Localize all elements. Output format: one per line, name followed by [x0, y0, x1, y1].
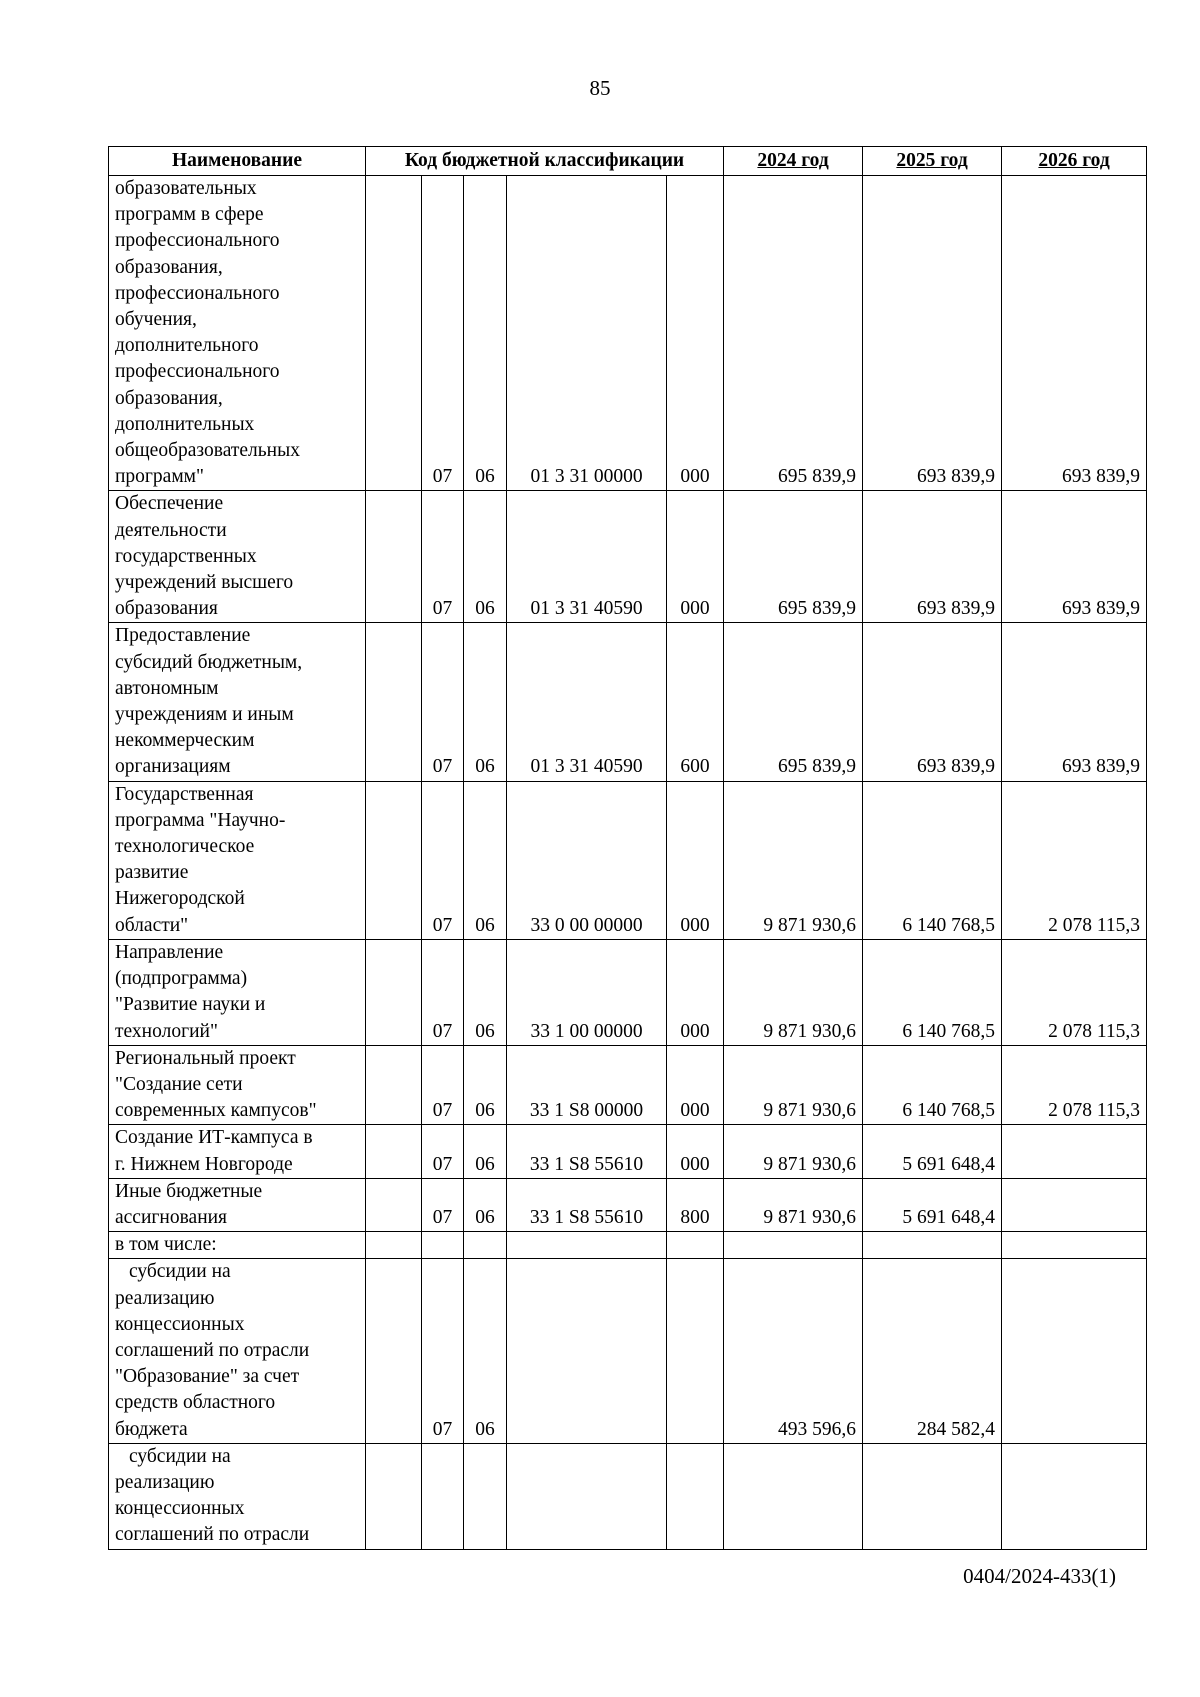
row-name-line: соглашений по отрасли: [115, 1524, 310, 1546]
code-expense-type: 600: [667, 623, 724, 781]
row-name-line: профессионального: [115, 230, 280, 252]
row-name-line: в том числе:: [115, 1234, 217, 1256]
row-name-line: учреждений высшего: [115, 572, 294, 594]
row-name-line: соглашений по отрасли: [115, 1339, 310, 1361]
table-row: [109, 491, 1147, 623]
amount-2025: 693 839,9: [863, 491, 1002, 623]
row-name-line: автономным: [115, 677, 219, 699]
amount-2026: [1002, 1259, 1147, 1443]
code-section: [422, 1232, 464, 1259]
code-target-article: 33 1 S8 00000: [507, 1045, 667, 1125]
code-subsection: 06: [464, 491, 507, 623]
row-name: [109, 1178, 366, 1231]
row-name-line: субсидий бюджетным,: [115, 651, 303, 673]
amount-2024: 695 839,9: [724, 623, 863, 781]
amount-2026: [1002, 1178, 1147, 1231]
header-code: Код бюджетной классификации: [366, 147, 724, 176]
code-target-article: 33 1 S8 55610: [507, 1178, 667, 1231]
table-row: [109, 1178, 1147, 1231]
code-target-article: [507, 1232, 667, 1259]
row-name-line: субсидии на: [129, 1261, 231, 1283]
code-empty: [366, 1259, 422, 1443]
amount-2026: 693 839,9: [1002, 491, 1147, 623]
code-target-article: 33 1 00 00000: [507, 939, 667, 1045]
amount-2024: 695 839,9: [724, 176, 863, 491]
code-target-article: 01 3 31 40590: [507, 623, 667, 781]
row-name: [109, 176, 366, 491]
code-section: 07: [422, 939, 464, 1045]
amount-2024: 9 871 930,6: [724, 1045, 863, 1125]
amount-2025: 6 140 768,5: [863, 781, 1002, 939]
row-name-line: Региональный проект: [115, 1047, 296, 1069]
row-name: [109, 1125, 366, 1178]
row-name-line: "Развитие науки и: [115, 994, 266, 1016]
row-name-line: программ": [115, 466, 204, 488]
code-subsection: 06: [464, 781, 507, 939]
code-expense-type: [667, 1259, 724, 1443]
row-name-line: области": [115, 914, 189, 936]
header-2026: 2026 год: [1002, 147, 1147, 176]
code-empty: [366, 1178, 422, 1231]
row-name: [109, 1443, 366, 1549]
header-name: Наименование: [109, 147, 366, 176]
table-row: [109, 1443, 1147, 1549]
row-name-line: развитие: [115, 862, 189, 884]
amount-2026: 2 078 115,3: [1002, 939, 1147, 1045]
code-empty: [366, 491, 422, 623]
row-name-line: Предоставление: [115, 625, 251, 647]
row-name-line: обучения,: [115, 309, 197, 331]
row-name-line: образования: [115, 598, 218, 620]
row-name-line: современных кампусов": [115, 1100, 317, 1122]
row-name-line: Направление: [115, 941, 224, 963]
table-row: [109, 623, 1147, 781]
code-expense-type: [667, 1232, 724, 1259]
document-code: 0404/2024-433(1): [963, 1564, 1116, 1588]
amount-2024: 695 839,9: [724, 491, 863, 623]
row-name-line: учреждениям и иным: [115, 704, 294, 726]
table-row: [109, 176, 1147, 491]
amount-2026: [1002, 1443, 1147, 1549]
row-name-line: профессионального: [115, 282, 280, 304]
code-target-article: [507, 1259, 667, 1443]
code-subsection: 06: [464, 1045, 507, 1125]
code-section: 07: [422, 1259, 464, 1443]
row-name-line: дополнительных: [115, 413, 255, 435]
amount-2024: 9 871 930,6: [724, 1178, 863, 1231]
table-row: [109, 939, 1147, 1045]
row-name-line: общеобразовательных: [115, 440, 300, 462]
code-section: 07: [422, 623, 464, 781]
row-name-line: государственных: [115, 545, 257, 567]
code-expense-type: 000: [667, 491, 724, 623]
code-section: 07: [422, 781, 464, 939]
table-row: [109, 1232, 1147, 1259]
amount-2024: 493 596,6: [724, 1259, 863, 1443]
amount-2025: 6 140 768,5: [863, 939, 1002, 1045]
table-row: [109, 1045, 1147, 1125]
amount-2025: 284 582,4: [863, 1259, 1002, 1443]
code-section: 07: [422, 1125, 464, 1178]
code-subsection: 06: [464, 1125, 507, 1178]
amount-2024: [724, 1443, 863, 1549]
amount-2025: 693 839,9: [863, 176, 1002, 491]
code-expense-type: [667, 1443, 724, 1549]
row-name-line: Иные бюджетные: [115, 1180, 263, 1202]
code-target-article: 33 0 00 00000: [507, 781, 667, 939]
code-empty: [366, 939, 422, 1045]
code-expense-type: 000: [667, 176, 724, 491]
code-target-article: [507, 1443, 667, 1549]
code-expense-type: 000: [667, 781, 724, 939]
header-row: [109, 147, 1147, 176]
row-name-line: деятельности: [115, 519, 227, 541]
row-name-line: дополнительного: [115, 335, 259, 357]
row-name-line: ассигнования: [115, 1206, 228, 1228]
header-2024: 2024 год: [724, 147, 863, 176]
amount-2026: [1002, 1125, 1147, 1178]
row-name-line: программа "Научно-: [115, 809, 286, 831]
row-name-line: Обеспечение: [115, 493, 224, 515]
row-name-line: некоммерческим: [115, 730, 255, 752]
row-name: [109, 1045, 366, 1125]
amount-2026: 2 078 115,3: [1002, 781, 1147, 939]
row-name-line: программ в сфере: [115, 204, 264, 226]
row-name-line: образовательных: [115, 178, 257, 199]
amount-2025: 5 691 648,4: [863, 1125, 1002, 1178]
code-empty: [366, 1125, 422, 1178]
row-name-line: средств областного: [115, 1392, 276, 1414]
row-name: [109, 1232, 366, 1259]
budget-table: [108, 146, 1147, 1550]
code-empty: [366, 623, 422, 781]
row-name-line: концессионных: [115, 1313, 245, 1335]
row-name-line: технологическое: [115, 836, 255, 858]
code-section: 07: [422, 176, 464, 491]
table-row: [109, 1259, 1147, 1443]
page-number: 85: [589, 76, 611, 100]
code-target-article: 01 3 31 40590: [507, 491, 667, 623]
amount-2024: 9 871 930,6: [724, 1125, 863, 1178]
code-subsection: 06: [464, 623, 507, 781]
code-subsection: [464, 1232, 507, 1259]
code-subsection: 06: [464, 1178, 507, 1231]
row-name-line: "Образование" за счет: [115, 1366, 300, 1388]
code-empty: [366, 1232, 422, 1259]
code-expense-type: 000: [667, 1045, 724, 1125]
code-expense-type: 000: [667, 939, 724, 1045]
header-2025: 2025 год: [863, 147, 1002, 176]
table-row: [109, 1125, 1147, 1178]
amount-2024: [724, 1232, 863, 1259]
code-empty: [366, 781, 422, 939]
code-empty: [366, 1045, 422, 1125]
row-name: [109, 491, 366, 623]
row-name-line: Нижегородской: [115, 888, 245, 910]
row-name: [109, 939, 366, 1045]
amount-2026: 693 839,9: [1002, 176, 1147, 491]
amount-2025: 6 140 768,5: [863, 1045, 1002, 1125]
row-name-line: профессионального: [115, 361, 280, 383]
row-name: [109, 781, 366, 939]
row-name-line: "Создание сети: [115, 1073, 243, 1095]
row-name-line: реализацию: [115, 1287, 215, 1309]
code-expense-type: 000: [667, 1125, 724, 1178]
code-section: [422, 1443, 464, 1549]
row-name-line: бюджета: [115, 1418, 188, 1440]
code-target-article: 01 3 31 00000: [507, 176, 667, 491]
row-name-line: образования,: [115, 387, 223, 409]
table-row: [109, 781, 1147, 939]
row-name-line: субсидии на: [129, 1445, 231, 1467]
row-name: [109, 623, 366, 781]
code-expense-type: 800: [667, 1178, 724, 1231]
code-empty: [366, 1443, 422, 1549]
code-section: 07: [422, 491, 464, 623]
amount-2026: 693 839,9: [1002, 623, 1147, 781]
row-name-line: г. Нижнем Новгороде: [115, 1153, 293, 1175]
amount-2024: 9 871 930,6: [724, 781, 863, 939]
row-name: [109, 1259, 366, 1443]
row-name-line: Государственная: [115, 783, 254, 805]
amount-2024: 9 871 930,6: [724, 939, 863, 1045]
row-name-line: Создание ИТ-кампуса в: [115, 1127, 313, 1149]
code-target-article: 33 1 S8 55610: [507, 1125, 667, 1178]
code-empty: [366, 176, 422, 491]
amount-2025: [863, 1443, 1002, 1549]
row-name-line: концессионных: [115, 1498, 245, 1520]
amount-2025: 5 691 648,4: [863, 1178, 1002, 1231]
code-subsection: 06: [464, 1259, 507, 1443]
row-name-line: организациям: [115, 756, 231, 778]
row-name-line: (подпрограмма): [115, 968, 248, 990]
amount-2026: [1002, 1232, 1147, 1259]
code-subsection: 06: [464, 176, 507, 491]
amount-2025: 693 839,9: [863, 623, 1002, 781]
code-section: 07: [422, 1178, 464, 1231]
amount-2026: 2 078 115,3: [1002, 1045, 1147, 1125]
code-section: 07: [422, 1045, 464, 1125]
row-name-line: образования,: [115, 256, 223, 278]
amount-2025: [863, 1232, 1002, 1259]
row-name-line: реализацию: [115, 1471, 215, 1493]
row-name-line: технологий": [115, 1020, 218, 1042]
code-subsection: [464, 1443, 507, 1549]
code-subsection: 06: [464, 939, 507, 1045]
